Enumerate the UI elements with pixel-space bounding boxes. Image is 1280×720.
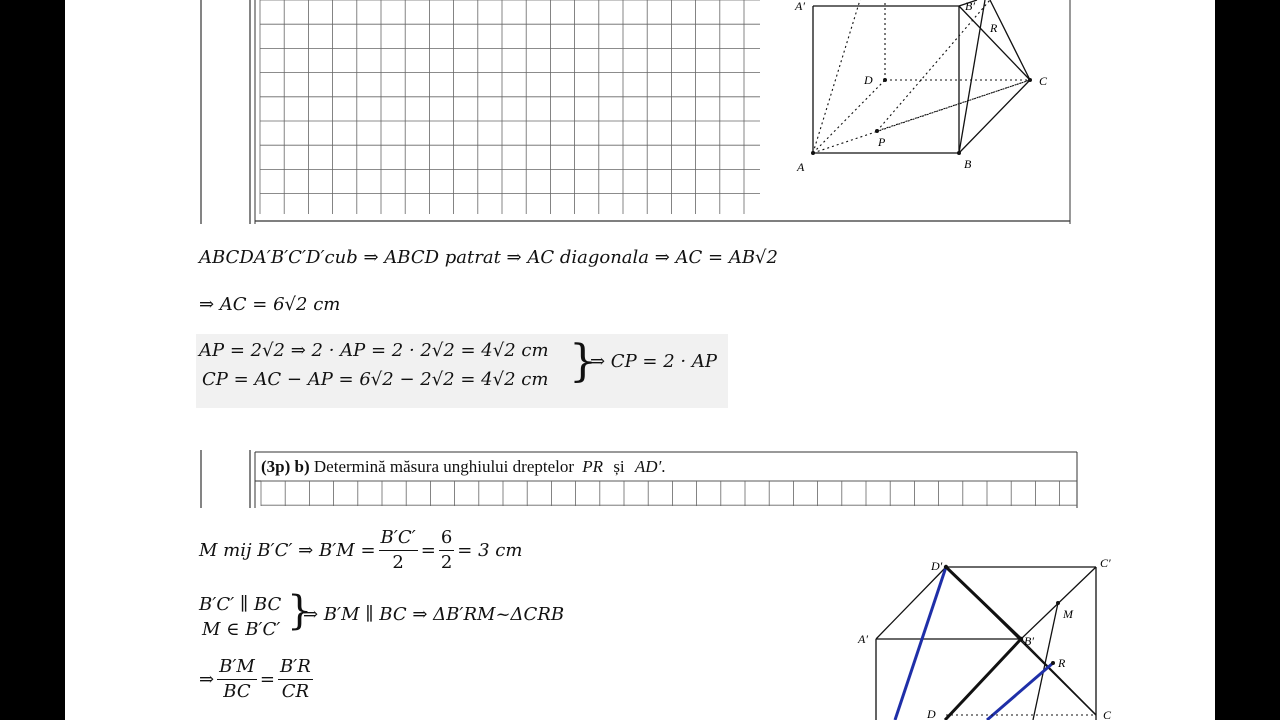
frac1-num: B′C′ [379,526,418,551]
label-R-bottom: R [1058,656,1066,670]
midpoint-line [199,526,522,575]
midpoint-eq: = [420,540,436,561]
solution-line-2: ⇒ AC = 6√2 cm [199,294,341,315]
label-A-prime: A′ [795,0,805,13]
label-B-prime-bottom: B′ [1024,634,1034,648]
label-B: B [964,157,972,171]
frac2-den: 2 [440,552,453,573]
midpoint-result: = 3 cm [457,540,523,561]
worksheet-page [65,0,1215,720]
ratio-frac2-num: B′R [278,655,313,680]
solution-line-1: ABCDA′B′C′D′cub ⇒ ABCD patrat ⇒ AC diagonala ⇒ AC = AB√2 [199,247,778,268]
fraction-BC-over-2 [379,526,418,575]
cube-figure-top [790,0,1050,180]
task-and: și [613,457,625,476]
segment-AD-prime: AD′ [634,457,662,476]
label-B-prime: B′ [965,0,975,13]
label-C-prime: C′ [1100,556,1111,570]
task-b-frame [65,440,1215,520]
label-D-prime: D′ [931,559,943,573]
system-result: ⇒ CP = 2 · AP [590,351,717,372]
ratio-line [199,655,316,704]
brace-glyph-2: } [287,588,313,634]
cube-figure-bottom [845,550,1145,720]
ratio-frac1-den: BC [223,681,251,702]
label-R: R [990,21,998,35]
answer-grid-task [261,481,1077,506]
ratio-frac2-den: CR [281,681,310,702]
answer-grid-top [260,0,760,214]
segment-PR: PR [582,457,604,476]
parallel-row-2: M ∈ B′C′ [202,619,281,640]
label-D-bottom: D [927,707,936,720]
system-row-1: AP = 2√2 ⇒ 2 · AP = 2 · 2√2 = 4√2 cm [199,340,549,361]
brace-glyph: } [569,336,597,387]
fraction-6-over-2 [439,526,454,575]
label-A: A [797,160,805,174]
fraction-BR-over-CR [278,655,313,704]
frac2-num: 6 [439,526,454,551]
system-row-2: CP = AC − AP = 6√2 − 2√2 = 4√2 cm [202,369,549,390]
ratio-arrow: ⇒ [199,669,215,690]
ratio-eq: = [259,669,275,690]
frac1-den: 2 [392,552,404,573]
task-b-statement [261,457,666,477]
label-C: C [1039,74,1048,88]
label-P: P [878,135,886,149]
ratio-frac1-num: B′M [217,655,257,680]
task-points: (3p) b) [261,457,310,476]
label-C-bottom: C [1103,708,1112,720]
parallel-row-1: B′C′ ∥ BC [199,594,282,615]
fraction-BM-over-BC [217,655,257,704]
label-D: D [864,73,873,87]
midpoint-left: M mij B′C′ ⇒ B′M = [199,540,376,561]
task-text: Determină măsura unghiului dreptelor [313,457,575,476]
label-M: M [1063,607,1073,621]
label-A-prime-bottom: A′ [858,632,868,646]
task-end: . [661,457,666,476]
parallel-result: ⇒ B′M ∥ BC ⇒ ΔB′RM~ΔCRB [303,604,565,625]
